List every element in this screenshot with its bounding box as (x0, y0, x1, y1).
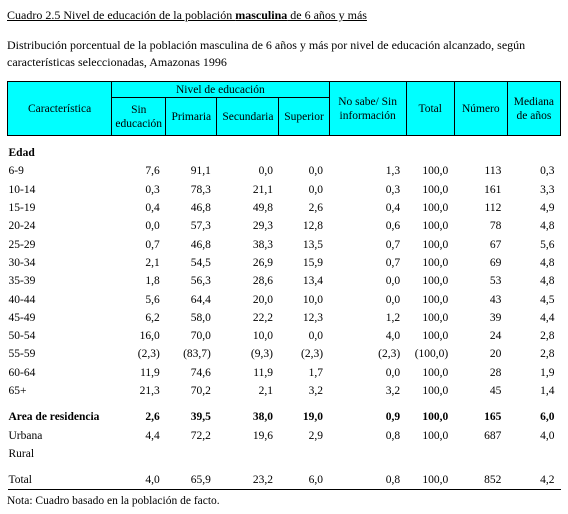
row-label: Total (8, 471, 112, 490)
table-row (8, 162, 561, 180)
cell-value: 4,0 (112, 471, 166, 490)
cell-value: 69 (489, 256, 502, 269)
table-row (8, 235, 561, 253)
cell-value: 53 (489, 275, 502, 288)
cell-value: 4,2 (507, 471, 560, 490)
table-row (8, 426, 561, 444)
row-label: 50-54 (8, 330, 36, 343)
cell-value: 4,9 (540, 202, 555, 215)
cell-value: 4,0 (540, 429, 555, 442)
cell-value: 1,9 (540, 366, 555, 379)
cell-value: 100,0 (422, 275, 449, 288)
cell-value: 0,9 (385, 411, 401, 424)
cell-value (112, 144, 166, 162)
table-note: Nota: Cuadro basado en la población de facto. (7, 495, 220, 507)
cell-value (507, 144, 560, 162)
table-row (8, 309, 561, 327)
table-description: Distribución porcentual de la población masculina de 6 años y más por nivel de educación alcanzado, según características seleccionadas, Amazonas 1996 (7, 38, 526, 69)
table-row (8, 254, 561, 272)
cell-value: 161 (484, 183, 502, 196)
cell-value: 4,4 (540, 311, 555, 324)
cell-value: 113 (484, 165, 502, 178)
cell-value: 28,6 (252, 275, 273, 288)
header-sin: Sin educación (112, 98, 166, 136)
header-superior: Superior (279, 98, 329, 136)
cell-value: 13,5 (302, 238, 324, 251)
cell-value: 57,3 (190, 220, 211, 233)
cell-value: 6,2 (145, 311, 160, 324)
cell-value: 5,6 (540, 238, 555, 251)
row-label: 30-34 (8, 256, 36, 269)
cell-value: 5,6 (145, 293, 160, 306)
table-row (8, 345, 561, 363)
cell-value: 39 (489, 311, 502, 324)
cell-value: 21,1 (252, 183, 273, 196)
cell-value (166, 445, 217, 463)
row-label: 35-39 (8, 275, 36, 288)
cell-value: 22,2 (252, 311, 273, 324)
cell-value: 38,0 (252, 411, 273, 424)
cell-value: 74,6 (190, 366, 211, 379)
cell-value: 0,3 (385, 183, 401, 196)
row-label: 15-19 (8, 202, 36, 215)
cell-value: 0,8 (385, 429, 401, 442)
cell-value: 100,0 (422, 385, 449, 397)
header-mediana: Mediana de años (507, 82, 560, 136)
spacer-cell (8, 400, 561, 408)
cell-value: 10,0 (302, 293, 324, 306)
cell-value: 4,0 (385, 330, 401, 343)
cell-value: 0,0 (308, 183, 324, 196)
cell-value: 0,3 (145, 183, 160, 196)
cell-value (454, 445, 507, 463)
cell-value: (83,7) (183, 348, 211, 361)
cell-value: 13,4 (302, 275, 324, 288)
cell-value: 100,0 (422, 366, 449, 379)
cell-value: 6,0 (279, 471, 329, 490)
cell-value (279, 144, 329, 162)
cell-value: 0,7 (385, 238, 401, 251)
cell-value: 100,0 (422, 183, 449, 196)
cell-value: 20 (489, 348, 502, 361)
row-label: 40-44 (8, 293, 36, 306)
row-label: Rural (8, 447, 35, 460)
cell-value: (2,3) (137, 348, 160, 361)
cell-value: 0,7 (385, 256, 401, 269)
header-primaria: Primaria (166, 98, 217, 136)
cell-value (507, 445, 560, 463)
cell-value (217, 144, 279, 162)
row-label: 25-29 (8, 238, 36, 251)
cell-value: 23,2 (217, 471, 279, 490)
cell-value: 49,8 (252, 202, 273, 215)
cell-value: 0,4 (385, 202, 401, 215)
cell-value: 1,4 (540, 385, 555, 397)
cell-value: 78,3 (190, 183, 211, 196)
cell-value: 112 (484, 202, 502, 215)
cell-value: 0,0 (308, 330, 324, 343)
cell-value: 16,0 (139, 330, 160, 343)
row-label: 20-24 (8, 220, 36, 233)
cell-value: 70,2 (190, 385, 211, 397)
cell-value: (2,3) (378, 348, 401, 361)
cell-value: (2,3) (301, 348, 324, 361)
table-row (8, 364, 561, 382)
header-nosabe: No sabe/ Sin información (329, 82, 406, 136)
cell-value: 100,0 (422, 202, 449, 215)
cell-value: 24 (489, 330, 502, 343)
cell-value: 2,1 (145, 256, 160, 269)
cell-value: 0,0 (145, 220, 160, 233)
table-title: Cuadro 2.5 Nivel de educación de la población masculina de 6 años y más (7, 8, 367, 22)
cell-value: 2,6 (145, 411, 160, 424)
cell-value: 38,3 (252, 238, 273, 251)
cell-value (406, 445, 454, 463)
cell-value: 7,6 (145, 165, 160, 178)
cell-value: 0,0 (385, 366, 401, 379)
cell-value: 687 (484, 429, 502, 442)
table-row (8, 181, 561, 199)
cell-value: 12,3 (302, 311, 324, 324)
row-label: Area de residencia (8, 411, 100, 424)
cell-value: 1,7 (308, 366, 324, 379)
cell-value: 3,2 (308, 385, 324, 397)
data-table (7, 81, 561, 490)
cell-value: 1,3 (385, 165, 401, 178)
cell-value: 100,0 (422, 220, 449, 233)
spacer-cell (8, 136, 561, 145)
table-row (8, 272, 561, 290)
row-label: Urbana (8, 429, 43, 442)
cell-value: 0,0 (385, 293, 401, 306)
cell-value: 58,0 (190, 311, 211, 324)
cell-value: 65,9 (166, 471, 217, 490)
cell-value: 64,4 (190, 293, 211, 306)
cell-value: 3,2 (385, 385, 401, 397)
table-body (8, 136, 561, 490)
cell-value: 46,8 (190, 238, 211, 251)
cell-value (279, 445, 329, 463)
cell-value (329, 144, 406, 162)
cell-value: 6,0 (540, 411, 555, 424)
table-row (8, 445, 561, 463)
cell-value: 4,5 (540, 293, 555, 306)
cell-value: 100,0 (422, 238, 449, 251)
cell-value: (9,3) (250, 348, 273, 361)
cell-value: 11,9 (140, 366, 160, 379)
cell-value (166, 144, 217, 162)
cell-value: 26,9 (252, 256, 273, 269)
table-row (8, 199, 561, 217)
cell-value: 0,8 (329, 471, 406, 490)
cell-value: 4,4 (145, 429, 160, 442)
cell-value: 19,0 (302, 411, 324, 424)
spacer-cell (8, 463, 561, 471)
cell-value: 45 (489, 385, 502, 397)
spacer-row (8, 463, 561, 471)
table-row (8, 327, 561, 345)
cell-value: 2,1 (258, 385, 273, 397)
cell-value: 91,1 (190, 165, 211, 178)
cell-value: 0,0 (308, 165, 324, 178)
row-label: 6-9 (8, 165, 24, 178)
cell-value: 0,6 (385, 220, 401, 233)
cell-value: 0,3 (540, 165, 555, 178)
cell-value: 4,8 (540, 256, 555, 269)
header-nivel: Nivel de educación (112, 82, 329, 98)
cell-value (454, 144, 507, 162)
cell-value: 100,0 (422, 411, 449, 424)
cell-value: 0,0 (385, 275, 401, 288)
row-label: 55-59 (8, 348, 36, 361)
cell-value: 43 (489, 293, 502, 306)
row-label: 45-49 (8, 311, 36, 324)
cell-value: 165 (484, 411, 502, 424)
cell-value: (100,0) (414, 348, 449, 361)
section-header-row (8, 144, 561, 162)
cell-value: 11,9 (253, 366, 273, 379)
cell-value: 54,5 (190, 256, 211, 269)
cell-value: 3,3 (540, 183, 555, 196)
cell-value: 852 (454, 471, 507, 490)
header-total: Total (406, 82, 454, 136)
cell-value: 2,8 (540, 348, 555, 361)
cell-value: 100,0 (422, 429, 449, 442)
cell-value: 78 (489, 220, 502, 233)
table-row (8, 217, 561, 235)
cell-value: 1,8 (145, 275, 160, 288)
row-label: Edad (8, 147, 35, 160)
table-row (8, 382, 561, 400)
header-numero: Número (454, 82, 507, 136)
cell-value: 15,9 (302, 256, 324, 269)
row-label: 65+ (8, 385, 27, 397)
cell-value: 100,0 (406, 471, 454, 490)
cell-value: 1,2 (385, 311, 401, 324)
cell-value (406, 144, 454, 162)
cell-value: 100,0 (422, 165, 449, 178)
total-row (8, 471, 561, 490)
header-secundaria: Secundaria (217, 98, 279, 136)
cell-value: 10,0 (252, 330, 273, 343)
cell-value: 0,0 (258, 165, 273, 178)
cell-value: 4,8 (540, 275, 555, 288)
cell-value (217, 445, 279, 463)
cell-value: 12,8 (302, 220, 324, 233)
cell-value: 4,8 (540, 220, 555, 233)
cell-value: 2,8 (540, 330, 555, 343)
cell-value: 0,4 (145, 202, 160, 215)
cell-value: 100,0 (422, 293, 449, 306)
cell-value (112, 445, 166, 463)
cell-value: 100,0 (422, 330, 449, 343)
cell-value: 46,8 (190, 202, 211, 215)
cell-value: 29,3 (252, 220, 273, 233)
cell-value: 39,5 (190, 411, 211, 424)
cell-value: 0,7 (145, 238, 160, 251)
header-caracteristica: Característica (8, 82, 112, 136)
cell-value: 100,0 (422, 256, 449, 269)
cell-value: 19,6 (252, 429, 273, 442)
spacer-row (8, 400, 561, 408)
cell-value: 2,9 (308, 429, 324, 442)
cell-value: 56,3 (190, 275, 211, 288)
cell-value: 28 (489, 366, 502, 379)
cell-value: 70,0 (190, 330, 211, 343)
cell-value: 21,3 (139, 385, 160, 397)
row-label: 10-14 (8, 183, 36, 196)
cell-value: 100,0 (422, 311, 449, 324)
cell-value: 2,6 (308, 202, 324, 215)
cell-value: 67 (489, 238, 502, 251)
row-label: 60-64 (8, 366, 36, 379)
table-row (8, 290, 561, 308)
cell-value: 72,2 (190, 429, 211, 442)
section-header-row (8, 408, 561, 426)
spacer-row (8, 136, 561, 145)
cell-value (329, 445, 406, 463)
cell-value: 20,0 (252, 293, 273, 306)
